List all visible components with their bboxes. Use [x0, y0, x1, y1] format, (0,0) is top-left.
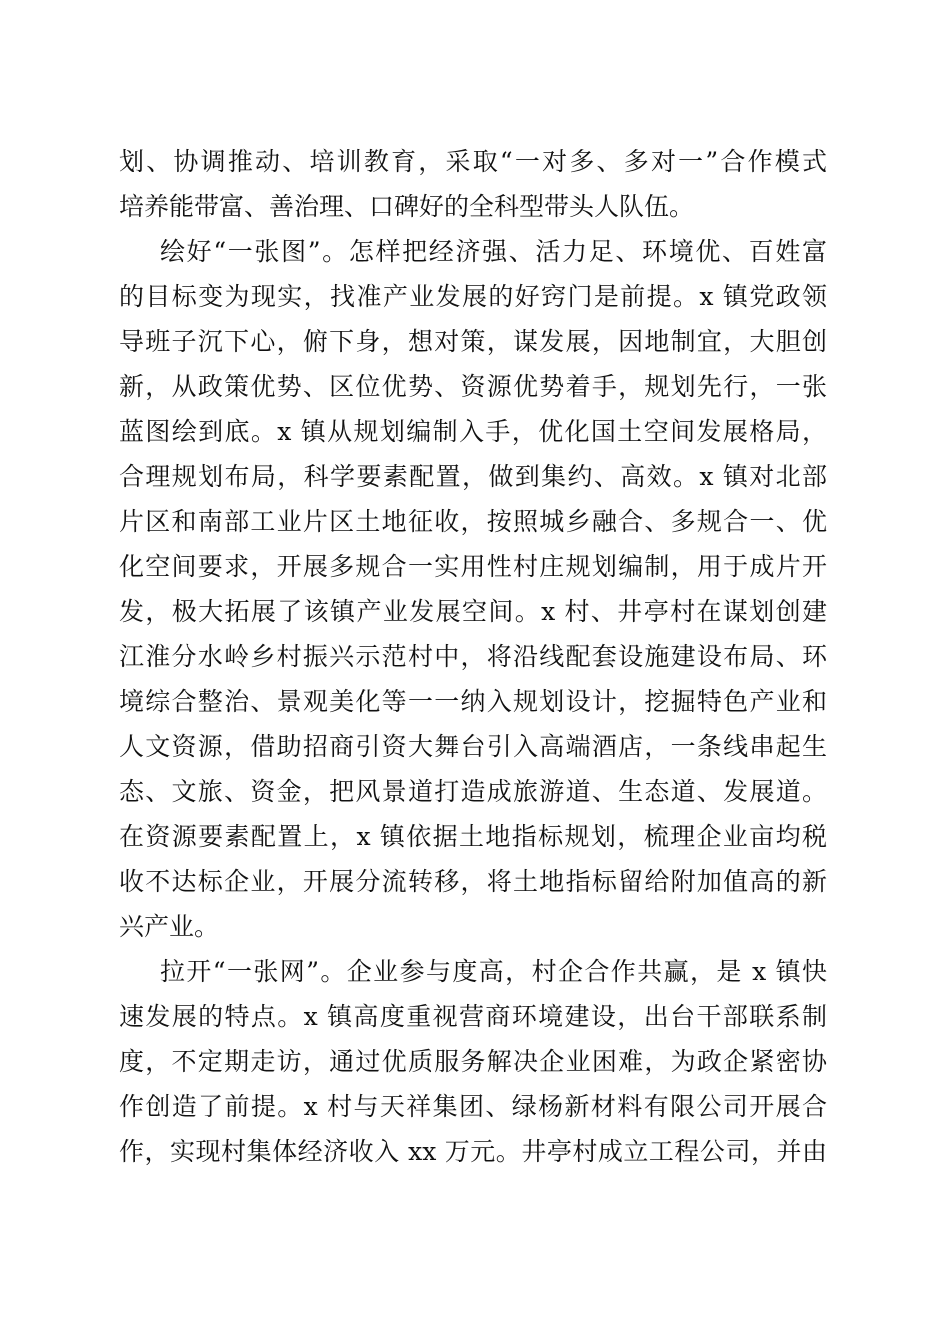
text-line: 度，不定期走访，通过优质服务解决企业困难，为政企紧密协: [119, 1047, 827, 1076]
paragraph-first-line: 绘好“一张图”。怎样把经济强、活力足、环境优、百姓富: [160, 237, 827, 266]
text-line: 江淮分水岭乡村振兴示范村中，将沿线配套设施建设布局、环: [119, 642, 827, 671]
text-line: 作创造了前提。x 村与天祥集团、绿杨新材料有限公司开展合: [119, 1092, 827, 1121]
paragraph-first-line: 拉开“一张网”。企业参与度高，村企合作共赢，是 x 镇快: [160, 957, 827, 986]
text-line: 合理规划布局，科学要素配置，做到集约、高效。x 镇对北部: [119, 462, 827, 491]
text-line: 新，从政策优势、区位优势、资源优势着手，规划先行，一张: [119, 372, 827, 401]
text-line: 导班子沉下心，俯下身，想对策，谋发展，因地制宜，大胆创: [119, 327, 827, 356]
text-line: 划、协调推动、培训教育，采取“一对多、多对一”合作模式: [119, 147, 827, 176]
text-line: 作，实现村集体经济收入 xx 万元。井亭村成立工程公司，并由: [119, 1137, 827, 1166]
text-line: 态、文旅、资金，把风景道打造成旅游道、生态道、发展道。: [119, 777, 827, 806]
text-line: 蓝图绘到底。x 镇从规划编制入手，优化国土空间发展格局，: [119, 417, 827, 446]
text-line: 在资源要素配置上，x 镇依据土地指标规划，梳理企业亩均税: [119, 822, 827, 851]
text-line: 发，极大拓展了该镇产业发展空间。x 村、井亭村在谋划创建: [119, 597, 827, 626]
text-line: 收不达标企业，开展分流转移，将土地指标留给附加值高的新: [119, 867, 827, 896]
text-line: 速发展的特点。x 镇高度重视营商环境建设，出台干部联系制: [119, 1002, 827, 1031]
text-line: 境综合整治、景观美化等一一纳入规划设计，挖掘特色产业和: [119, 687, 827, 716]
text-line: 化空间要求，开展多规合一实用性村庄规划编制，用于成片开: [119, 552, 827, 581]
text-line: 的目标变为现实，找准产业发展的好窍门是前提。x 镇党政领: [119, 282, 827, 311]
text-line: 兴产业。: [119, 912, 220, 941]
text-line: 人文资源，借助招商引资大舞台引入高端酒店，一条线串起生: [119, 732, 827, 761]
text-line: 片区和南部工业片区土地征收，按照城乡融合、多规合一、优: [119, 507, 827, 536]
text-line: 培养能带富、善治理、口碑好的全科型带头人队伍。: [119, 192, 695, 221]
